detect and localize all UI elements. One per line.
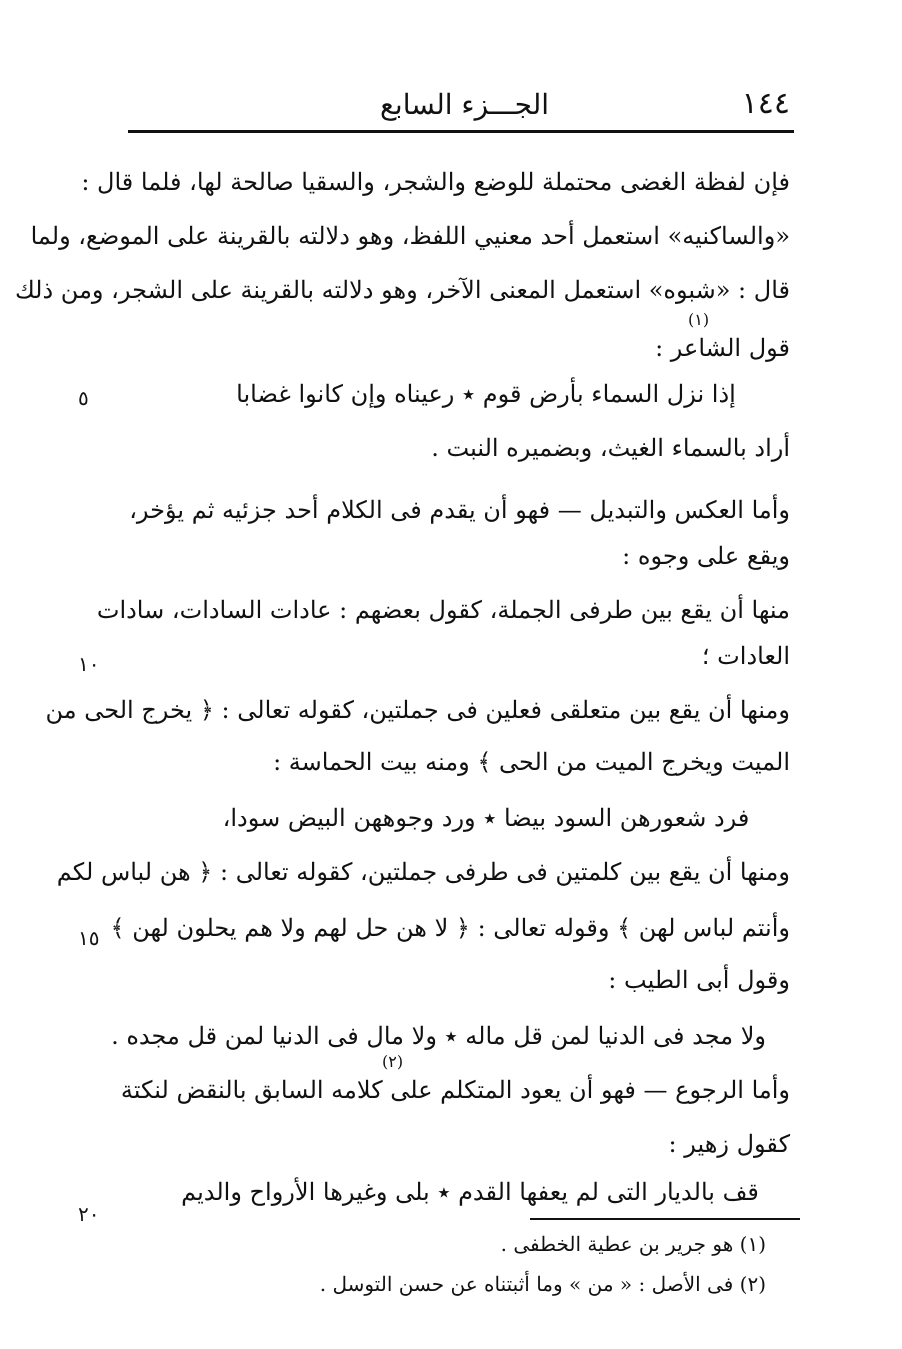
verse-line: إذا نزل السماء بأرض قوم ٭ رعيناه وإن كانوا غضابا <box>236 380 736 408</box>
footnote-2: (٢) فى الأصل : « من » وما أثبتناه عن حسن التوسل . <box>319 1272 766 1296</box>
body-line: وأنتم لباس لهن ﴾ وقوله تعالى : ﴿ لا هن حل لهم ولا هم يحلون لهن ﴾ <box>110 914 790 942</box>
body-line: فإن لفظة الغضى محتملة للوضع والشجر، والسقيا صالحة لها، فلما قال : <box>81 168 790 196</box>
page-number: ١٤٤ <box>741 86 790 121</box>
footnote-1: (١) هو جرير بن عطية الخطفى . <box>500 1232 766 1256</box>
body-line: «والساكنيه» استعمل أحد معنيي اللفظ، وهو دلالته بالقرينة على الموضع، ولما <box>30 222 790 250</box>
verse-line: فرد شعورهن السود بيضا ٭ ورد وجوههن البيض سودا، <box>222 804 750 832</box>
body-line: ويقع على وجوه : <box>622 542 790 570</box>
body-line: ومنها أن يقع بين كلمتين فى طرفى جملتين، كقوله تعالى : ﴿ هن لباس لكم <box>56 858 790 886</box>
body-line: أراد بالسماء الغيث، وبضميره النبت . <box>431 434 790 462</box>
line-number-20: ٢٠ <box>78 1202 100 1226</box>
footnote-rule <box>530 1218 800 1220</box>
body-line: وأما الرجوع — فهو أن يعود المتكلم على كلامه السابق بالنقض لنكتة <box>120 1076 790 1104</box>
body-line: وقول أبى الطيب : <box>608 966 790 994</box>
header-rule <box>128 130 794 133</box>
line-number-5: ٥ <box>78 386 89 410</box>
page-header <box>130 78 790 128</box>
body-line: العادات ؛ <box>701 642 790 670</box>
verse-line: ولا مجد فى الدنيا لمن قل ماله ٭ ولا مال فى الدنيا لمن قل مجده . <box>111 1022 766 1050</box>
body-line: ومنها أن يقع بين متعلقى فعلين فى جملتين، كقوله تعالى : ﴿ يخرج الحى من <box>45 696 790 724</box>
body-line: كقول زهير : <box>668 1130 790 1158</box>
body-line: الميت ويخرج الميت من الحى ﴾ ومنه بيت الحماسة : <box>273 748 790 776</box>
note-marker-2: (٢) <box>382 1052 404 1071</box>
body-line: وأما العكس والتبديل — فهو أن يقدم فى الكلام أحد جزئيه ثم يؤخر، <box>129 496 790 524</box>
body-line: قال : «شبوه» استعمل المعنى الآخر، وهو دلالته بالقرينة على الشجر، ومن ذلك <box>14 276 790 304</box>
line-number-15: ١٥ <box>78 926 100 950</box>
body-line: منها أن يقع بين طرفى الجملة، كقول بعضهم : عادات السادات، سادات <box>96 596 790 624</box>
verse-line: قف بالديار التى لم يعفها القدم ٭ بلى وغيرها الأرواح والديم <box>181 1178 759 1206</box>
body-line: قول الشاعر : <box>655 334 790 362</box>
line-number-10: ١٠ <box>78 652 100 676</box>
note-marker-1: (١) <box>688 310 710 329</box>
running-title: الجـــزء السابع <box>380 88 550 121</box>
